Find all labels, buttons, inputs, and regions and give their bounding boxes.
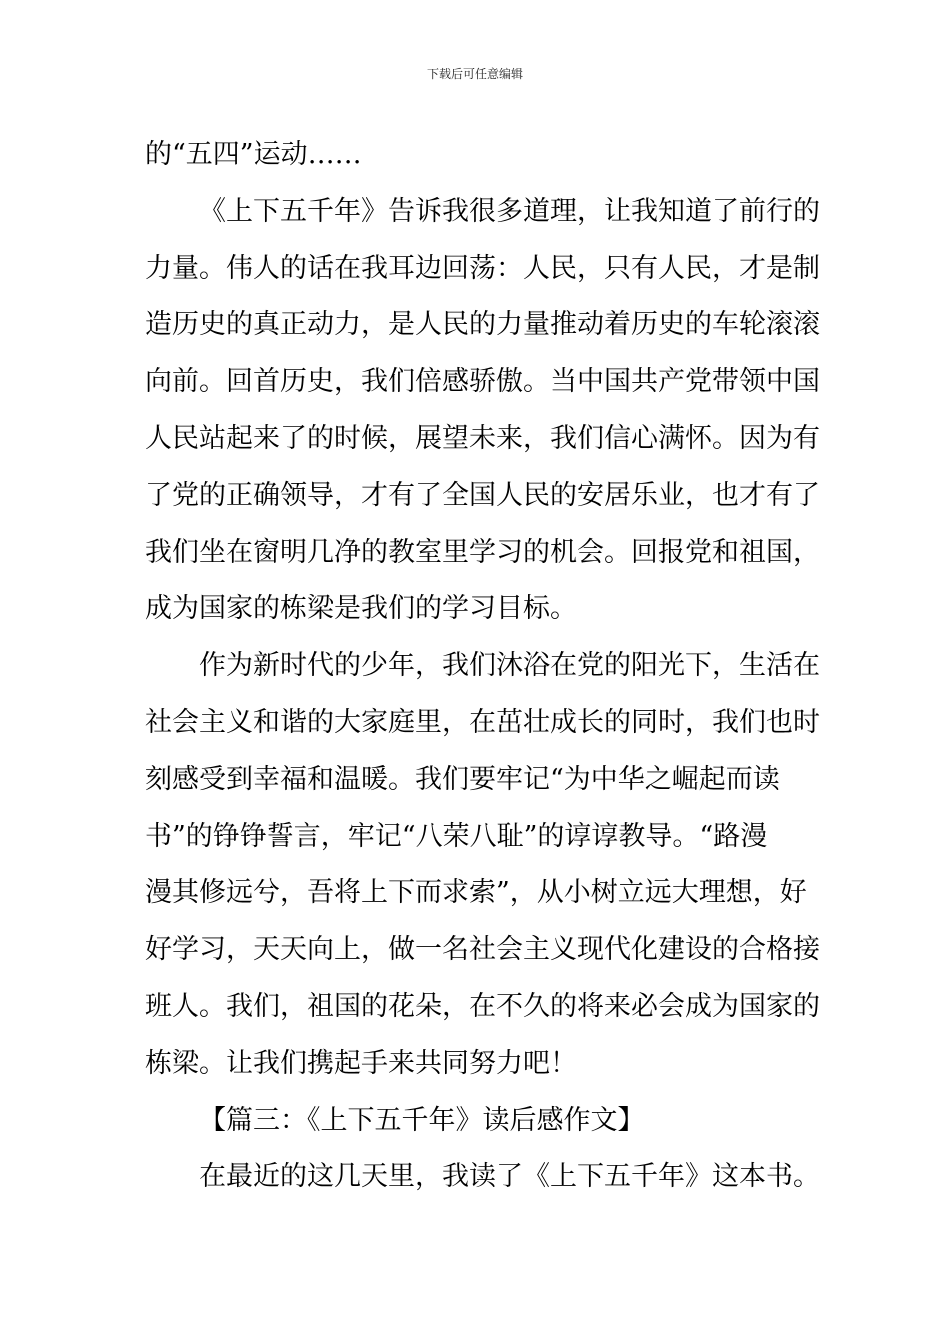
section-heading: 【篇三：《上下五千年》读后感作文】 [199,1104,645,1136]
text-line: 我们坐在窗明几净的教室里学习的机会。回报党和祖国， [145,536,820,568]
text-line: 社会主义和谐的大家庭里，在茁壮成长的同时，我们也时 [145,706,820,738]
page-header: 下载后可任意编辑 [426,67,523,81]
text-line: 书”的铮铮誓言，牢记“八荣八耻”的谆谆教导。“路漫 [145,820,768,852]
document-body [145,127,820,1206]
paragraph-start-line: 在最近的这几天里，我读了《上下五千年》这本书。 [199,1161,820,1193]
text-line: 漫其修远兮，吾将上下而求索”，从小树立远大理想，好 [145,877,807,909]
text-line: 班人。我们，祖国的花朵，在不久的将来必会成为国家的 [145,990,820,1022]
text-line: 造历史的真正动力，是人民的力量推动着历史的车轮滚滚 [145,309,820,341]
text-line: 好学习，天天向上，做一名社会主义现代化建设的合格接 [145,934,820,966]
text-line: 的“五四”运动…… [145,139,362,170]
paragraph-start-line: 作为新时代的少年，我们沐浴在党的阳光下，生活在 [199,650,820,682]
text-line: 刻感受到幸福和温暖。我们要牢记“为中华之崛起而读 [145,763,780,795]
text-line: 力量。伟人的话在我耳边回荡：人民，只有人民，才是制 [145,252,820,284]
text-line: 栋梁。让我们携起手来共同努力吧！ [145,1047,577,1079]
text-line: 成为国家的栋梁是我们的学习目标。 [145,593,577,625]
text-line: 向前。回首历史，我们倍感骄傲。当中国共产党带领中国 [145,366,820,398]
text-line: 人民站起来了的时候，展望未来，我们信心满怀。因为有 [145,422,820,454]
text-line: 了党的正确领导，才有了全国人民的安居乐业，也才有了 [145,479,820,511]
paragraph-start-line: 《上下五千年》告诉我很多道理，让我知道了前行的 [199,195,820,227]
